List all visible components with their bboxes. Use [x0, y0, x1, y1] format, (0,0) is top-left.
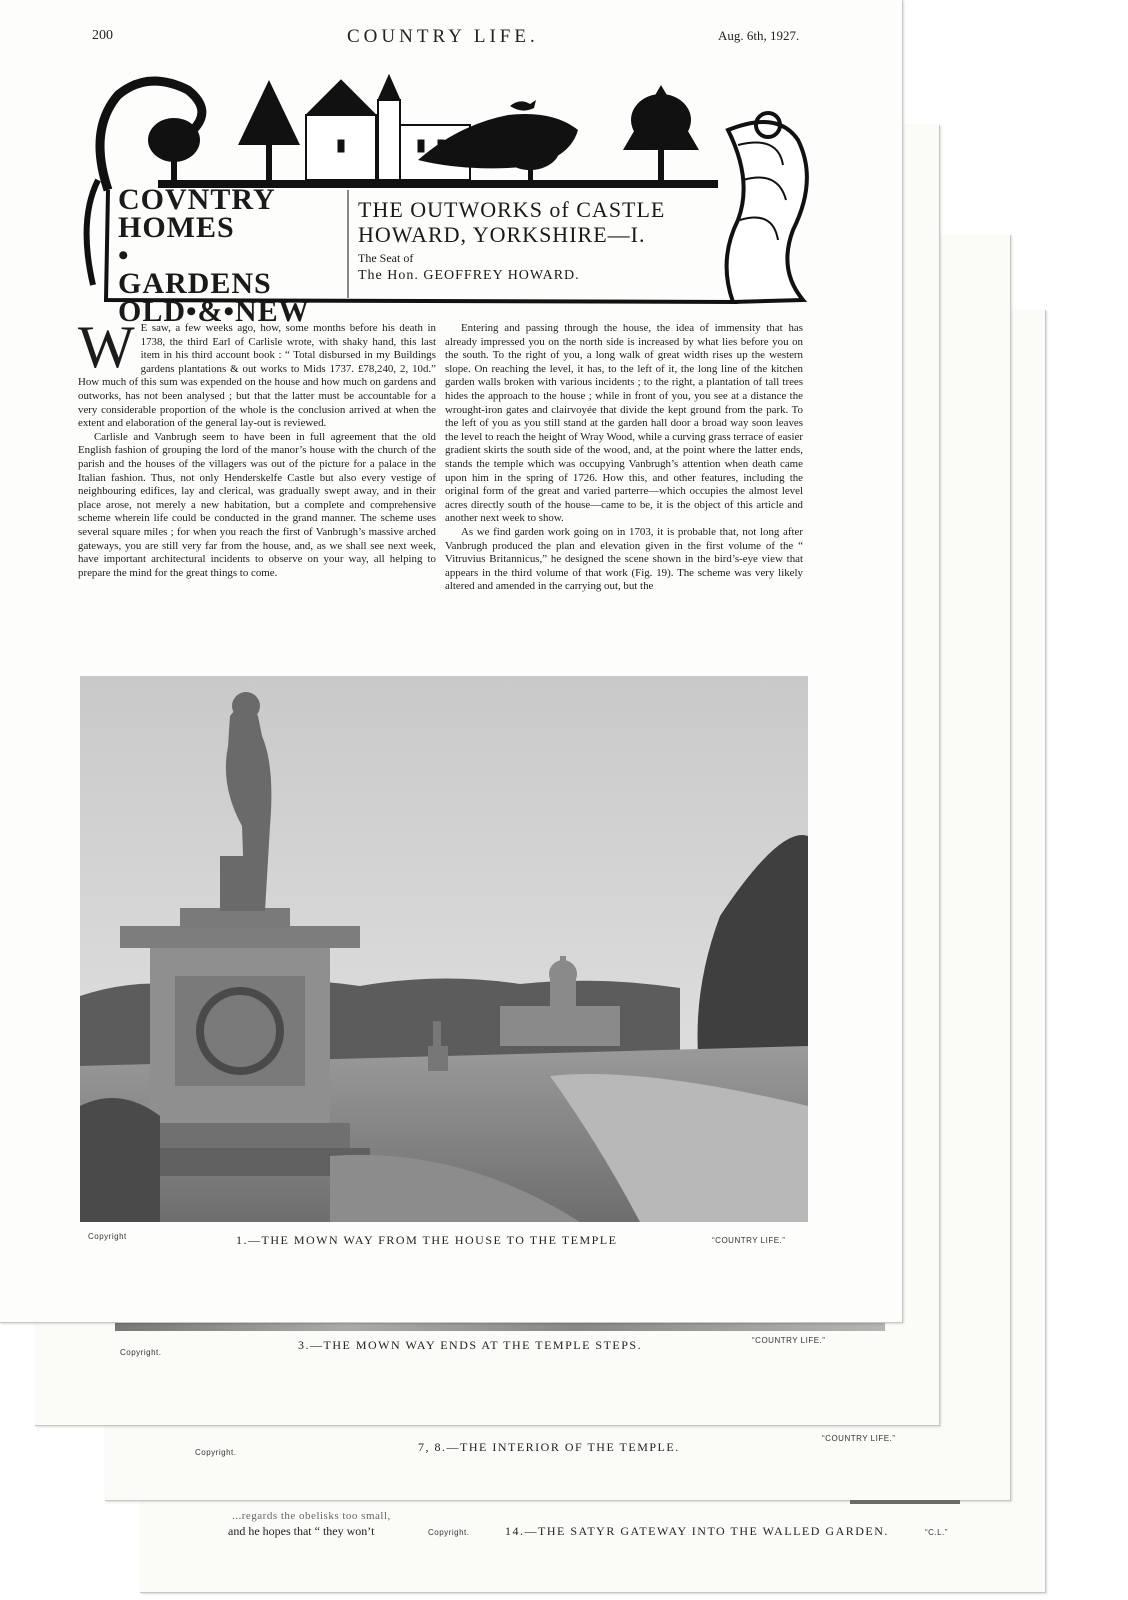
article-column-2	[445, 322, 803, 658]
page4-copyright: Copyright.	[428, 1528, 470, 1537]
page2-photo-strip	[115, 1322, 885, 1331]
figure1-copyright: Copyright	[88, 1232, 127, 1241]
page2-caption: 3.—THE MOWN WAY ENDS AT THE TEMPLE STEPS.	[298, 1338, 643, 1352]
magazine-title: COUNTRY LIFE.	[347, 26, 539, 47]
page4-photo-strip	[850, 1500, 960, 1504]
drop-cap: W	[78, 322, 135, 380]
page4-caption: 14.—THE SATYR GATEWAY INTO THE WALLED GARDEN.	[505, 1524, 889, 1538]
article-paragraph: W E saw, a few weeks ago, how, some months before his death in 1738, the third Earl of Carlisle wrote, with shaky hand, this last item in his third account book : “ Total disbursed in my Buildings gardens plantations & out works to Mids 1737. £78,240, 2, 10d.” How much of this sum was expended on the house and how much on gardens and outworks, has not been analysed ; but that the latter must be accountable for a very considerable proportion of the whole is the conclusion arrived at when the extent and elaboration of the general lay-out is reviewed.	[78, 322, 436, 430]
banner-logo-text: COVNTRY HOMES • GARDENS OLD•&•NEW	[118, 183, 310, 328]
photo-mown-way	[80, 676, 808, 1222]
article-paragraph: Carlisle and Vanbrugh seem to have been in full agreement that the old English fashion of grouping the lord of the manor’s house with the church of the parish and the houses of the villagers was out of the picture for a palace in the Italian fashion. Thus, not only Henderskelfe Castle but also every vestige of neighbouring edifices, lay and clerical, was gradually swept away, and in their place arose, not merely a new habitation, but a complete and comprehensive scheme wherein life could be conducted in the grand manner. The scheme uses several square miles ; for when you reach the first of Vanbrugh’s massive arched gateways, you are still very far from the house, and, as we shall see next week, have important architectural incidents to observe on your way, all helping to prepare the mind for the great things to come.	[78, 430, 436, 579]
issue-date: Aug. 6th, 1927.	[718, 28, 800, 43]
banner-title-line2: HOWARD, YORKSHIRE—I.	[358, 222, 646, 247]
page3-credit: “COUNTRY LIFE.”	[822, 1434, 896, 1443]
figure1-credit: “COUNTRY LIFE.”	[712, 1236, 786, 1245]
page2-credit: “COUNTRY LIFE.”	[752, 1336, 826, 1345]
page4-fragment-2: and he hopes that “ they won’t	[228, 1524, 375, 1538]
page2-copyright: Copyright.	[120, 1348, 162, 1357]
page3-copyright: Copyright.	[195, 1448, 237, 1457]
page3-caption: 7, 8.—THE INTERIOR OF THE TEMPLE.	[418, 1440, 680, 1454]
article-paragraph: Entering and passing through the house, the idea of immensity that has already impressed you on the north side is increased by what lies before you on the south. To the right of you, a long walk of great width rises up the western slope. On reaching the level, it has, to the left of it, the long line of the kitchen garden walls broken with various incidents ; to the right, a plantation of tall trees hides the approach to the house ; while in front of you, you see at a distance the wrought-iron gates and clairvoyée that divide the kept ground from the park. To the left of you as you still stand at the garden hall door a broad way soon leaves the level to reach the height of Wray Wood, while a curving grass terrace of easier gradient skirts the south side of the wood, and, at the point where the latter ends, stands the temple which was occupying Vanbrugh’s attention when death came upon him in the spring of 1726. How this, and other features, including the original form of the great and varied parterre—which occupies the almost level acres directly south of the house—came to be, it is the object of this article and another next week to show.	[445, 322, 803, 525]
figure1-caption: 1.—THE MOWN WAY FROM THE HOUSE TO THE TEMPLE	[236, 1233, 618, 1247]
banner-seat-line: The Seat of	[358, 251, 414, 265]
banner-owner-line: The Hon. GEOFFREY HOWARD.	[358, 268, 580, 283]
page-number: 200	[92, 28, 113, 43]
page4-fragment-1: ...regards the obelisks too small,	[232, 1510, 391, 1522]
page4-credit: “C.L.”	[925, 1528, 948, 1537]
article-paragraph: As we find garden work going on in 1703, it is probable that, not long after Vanbrugh produced the plan and elevation given in the first volume of the “ Vitruvius Britannicus,” he designed the scene shown in the bird’s-eye view that appears in the third volume of that work (Fig. 19). The scheme was very likely altered and amended in the carrying out, but the	[445, 525, 803, 593]
banner-title-line1: THE OUTWORKS of CASTLE	[358, 197, 666, 222]
article-column-1	[78, 322, 436, 658]
